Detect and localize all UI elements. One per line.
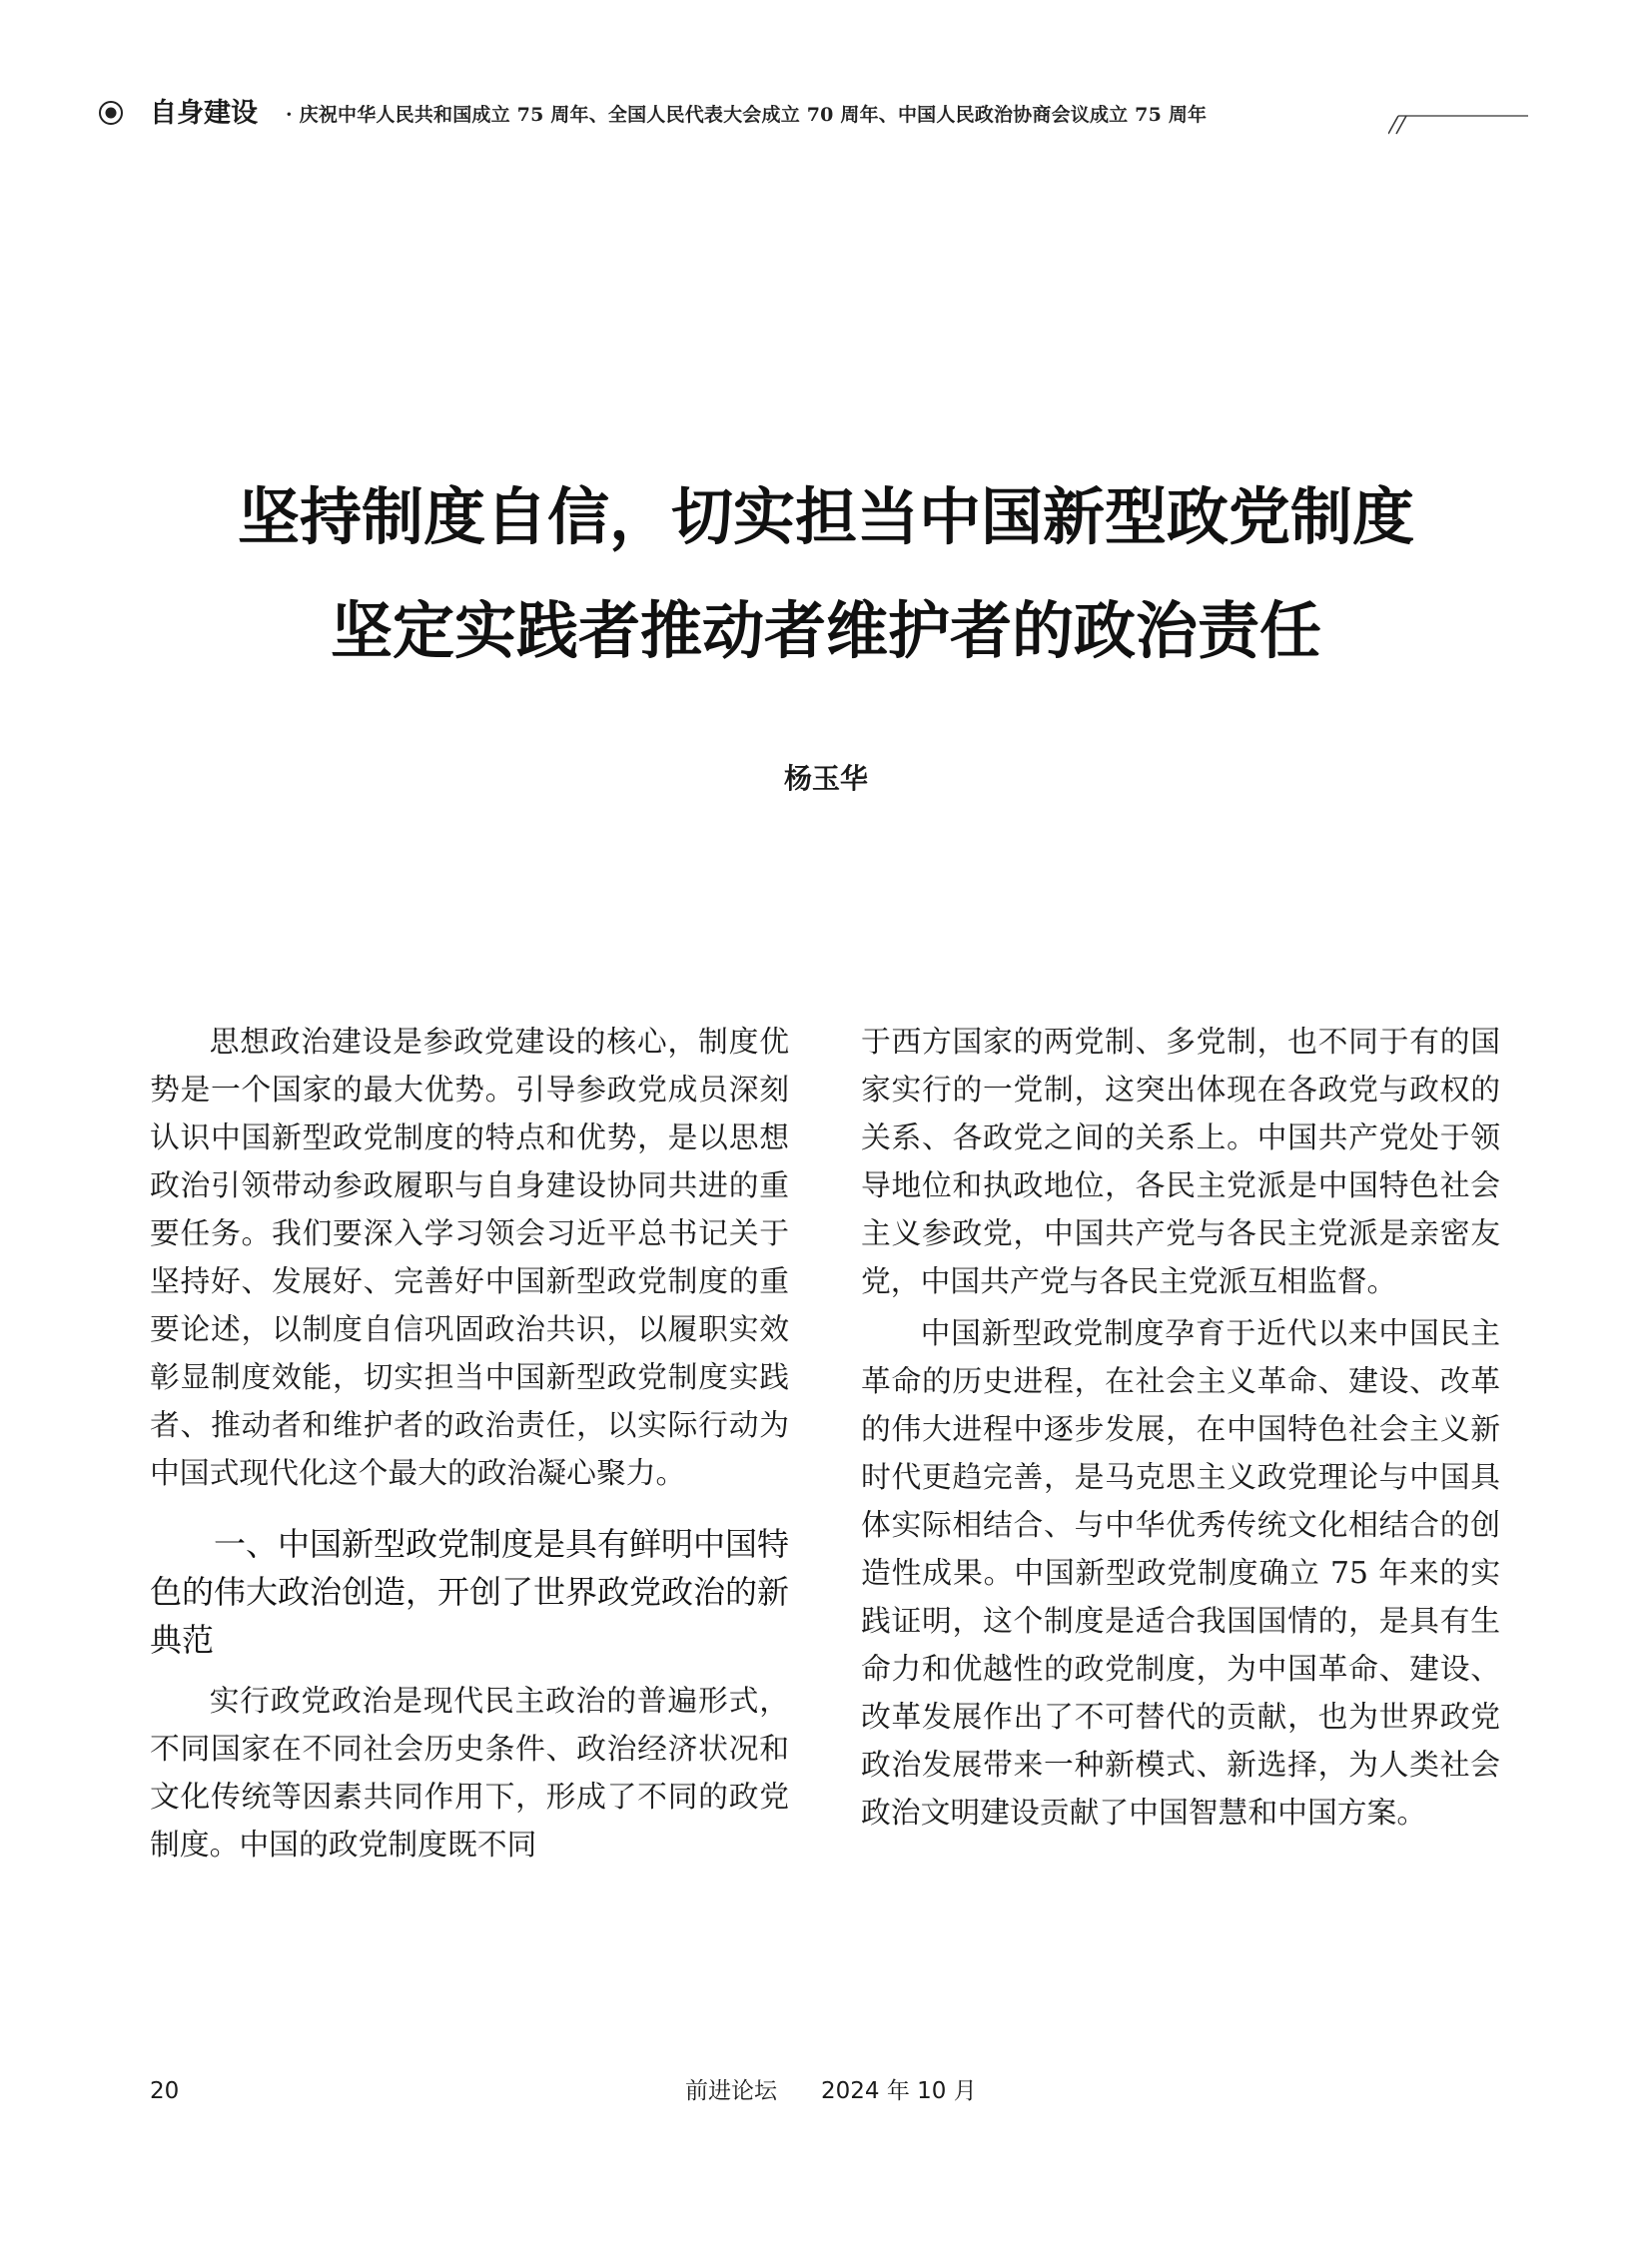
issue-date: 2024 年 10 月 [821,2078,977,2104]
journal-name: 前进论坛 [685,2078,777,2104]
target-circle-icon [98,100,124,126]
running-header [98,96,1498,136]
header-rule [1388,112,1528,136]
section1-paragraph-1-part-2: 于西方国家的两党制、多党制，也不同于有的国家实行的一党制，这突出体现在各政党与政权的关系、各政党之间的关系上。中国共产党处于领导地位和执政地位，各民主党派是中国特色社会主义参政党，中国共产党与各民主党派是亲密友党，中国共产党与各民主党派互相监督。 [861,1025,1500,1299]
page-number: 20 [150,2078,180,2104]
article-title-line-2: 坚定实践者推动者维护者的政治责任 [330,594,1321,667]
header-subtitle: · 庆祝中华人民共和国成立 75 周年、全国人民代表大会成立 70 周年、中国人民政治协商会议成立 75 周年 [286,104,1208,126]
left-column [150,1019,789,1873]
header-section-title: 自身建设 [150,98,258,129]
section-heading: 一、中国新型政党制度是具有鲜明中国特色的伟大政治创造，开创了世界政党政治的新典范 [150,1525,790,1659]
intro-paragraph: 思想政治建设是参政党建设的核心，制度优势是一个国家的最大优势。引导参政党成员深刻认识中国新型政党制度的特点和优势，是以思想政治引领带动参政履职与自身建设协同共进的重要任务。我们要深入学习领会习近平总书记关于坚持好、发展好、完善好中国新型政党制度的重要论述，以制度自信巩固政治共识，以履职实效彰显制度效能，切实担当中国新型政党制度实践者、推动者和维护者的政治责任，以实际行动为中国式现代化这个最大的政治凝心聚力。 [150,1025,789,1491]
right-column [861,1019,1500,1842]
article-title-line-1: 坚持制度自信，切实担当中国新型政党制度 [237,480,1414,553]
section1-paragraph-1-part-1: 实行政党政治是现代民主政治的普遍形式，不同国家在不同社会历史条件、政治经济状况和文化传统等因素共同作用下，形成了不同的政党制度。中国的政党制度既不同 [150,1684,789,1863]
section1-paragraph-2: 中国新型政党制度孕育于近代以来中国民主革命的历史进程，在社会主义革命、建设、改革的伟大进程中逐步发展，在中国特色社会主义新时代更趋完善，是马克思主义政党理论与中国具体实际相结合、与中华优秀传统文化相结合的创造性成果。中国新型政党制度确立 75 年来的实践证明，这个制度是适合我国国情的，是具有生命力和优越性的政党制度，为中国革命、建设、改革发展作出了不可替代的贡献，也为世界政党政治发展带来一种新模式、新选择，为人类社会政治文明建设贡献了中国智慧和中国方案。 [861,1316,1500,1831]
article-author: 杨玉华 [783,762,868,795]
